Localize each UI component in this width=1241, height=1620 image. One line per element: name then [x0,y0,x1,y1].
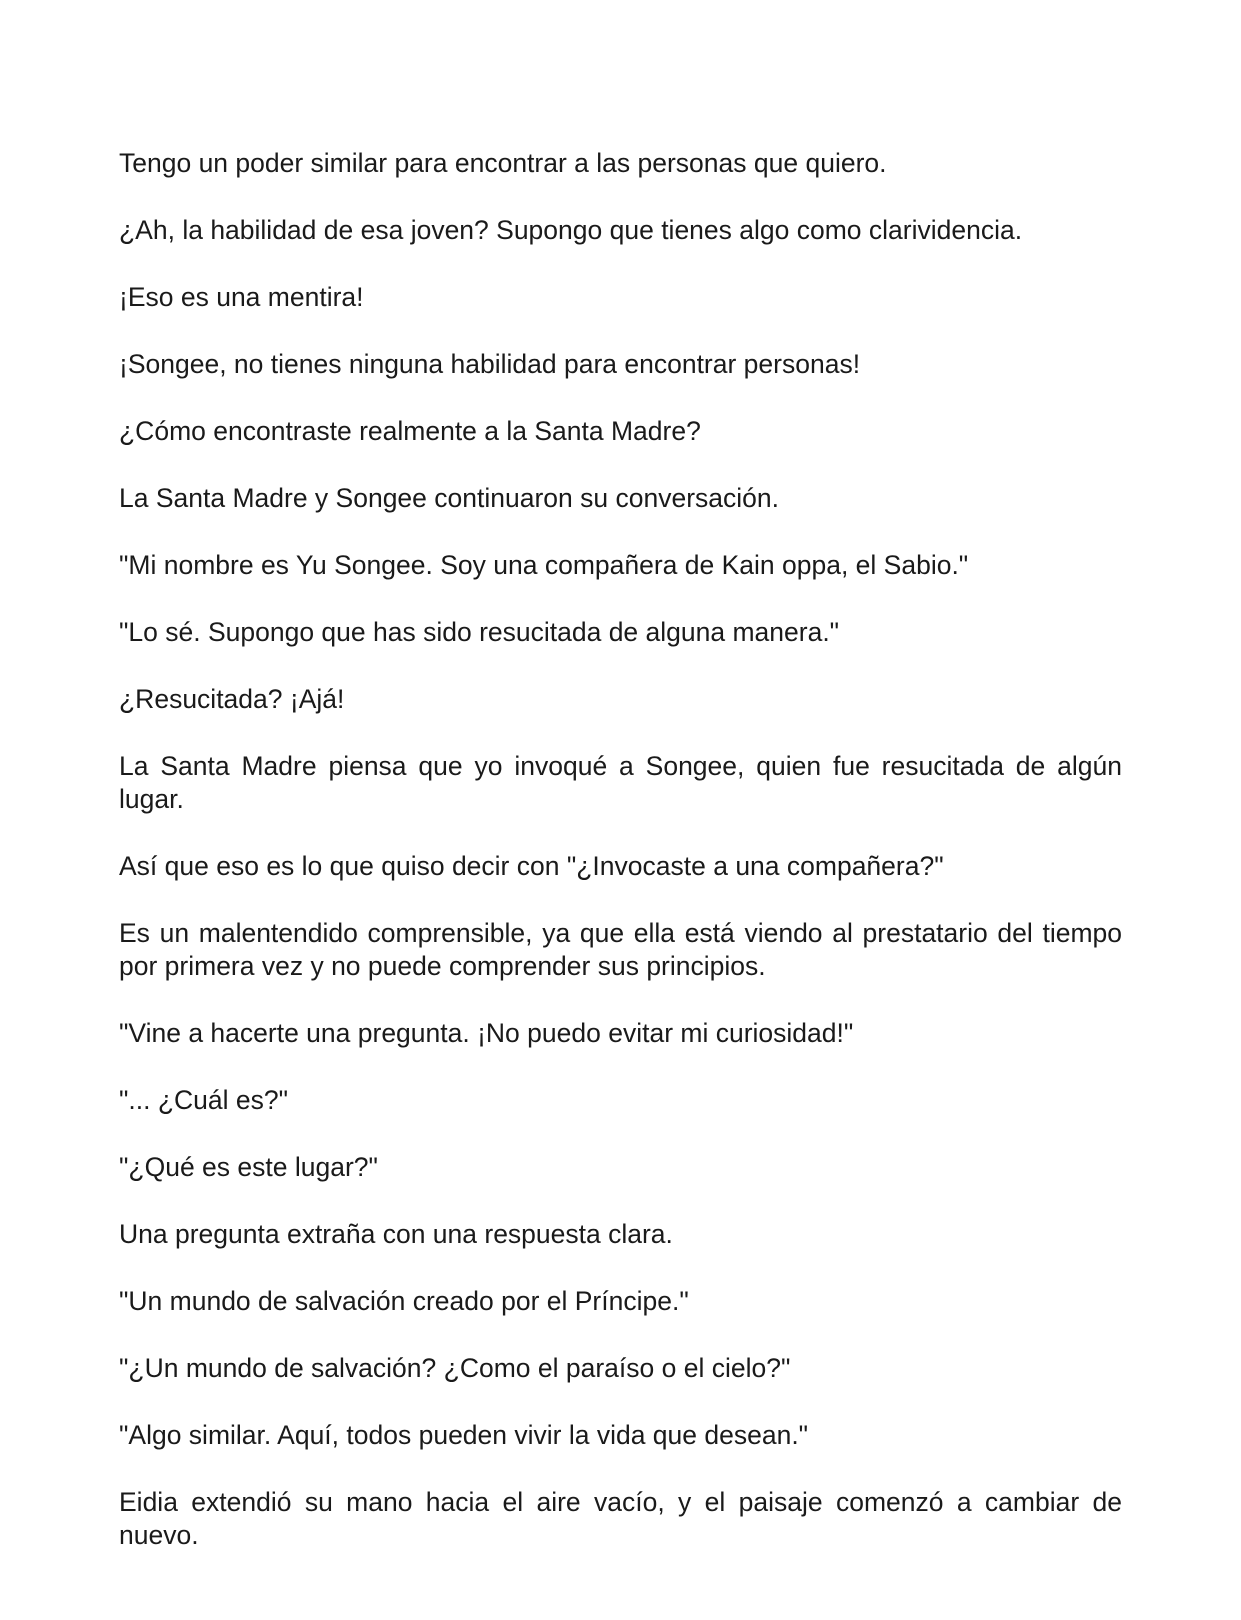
paragraph: "Algo similar. Aquí, todos pueden vivir la vida que desean." [119,1420,809,1450]
paragraph: Es un malentendido comprensible, ya que ella está viendo al prestatario del tiempo por primera vez y no puede comprender sus principios. [119,918,1122,981]
document-page [119,147,1122,1586]
paragraph: "¿Qué es este lugar?" [119,1152,378,1182]
paragraph: "... ¿Cuál es?" [119,1085,289,1115]
paragraph: La Santa Madre piensa que yo invoqué a Songee, quien fue resucitada de algún lugar. [119,751,1122,814]
paragraph: "Vine a hacerte una pregunta. ¡No puedo evitar mi curiosidad!" [119,1018,854,1048]
paragraph: ¿Ah, la habilidad de esa joven? Supongo que tienes algo como clarividencia. [119,215,1023,245]
paragraph: "Mi nombre es Yu Songee. Soy una compañera de Kain oppa, el Sabio." [119,550,969,580]
paragraph: Eidia extendió su mano hacia el aire vacío, y el paisaje comenzó a cambiar de nuevo. [119,1487,1122,1550]
paragraph: La Santa Madre y Songee continuaron su conversación. [119,483,779,513]
paragraph: Así que eso es lo que quiso decir con "¿Invocaste a una compañera?" [119,851,944,881]
paragraph: Una pregunta extraña con una respuesta clara. [119,1219,673,1249]
paragraph: ¡Eso es una mentira! [119,282,364,312]
paragraph: ¿Cómo encontraste realmente a la Santa Madre? [119,416,701,446]
paragraph: Tengo un poder similar para encontrar a las personas que quiero. [119,148,887,178]
paragraph: "Lo sé. Supongo que has sido resucitada de alguna manera." [119,617,840,647]
paragraph: ¿Resucitada? ¡Ajá! [119,684,345,714]
paragraph: ¡Songee, no tienes ninguna habilidad para encontrar personas! [119,349,861,379]
paragraph: "¿Un mundo de salvación? ¿Como el paraíso o el cielo?" [119,1353,791,1383]
paragraph: "Un mundo de salvación creado por el Príncipe." [119,1286,689,1316]
